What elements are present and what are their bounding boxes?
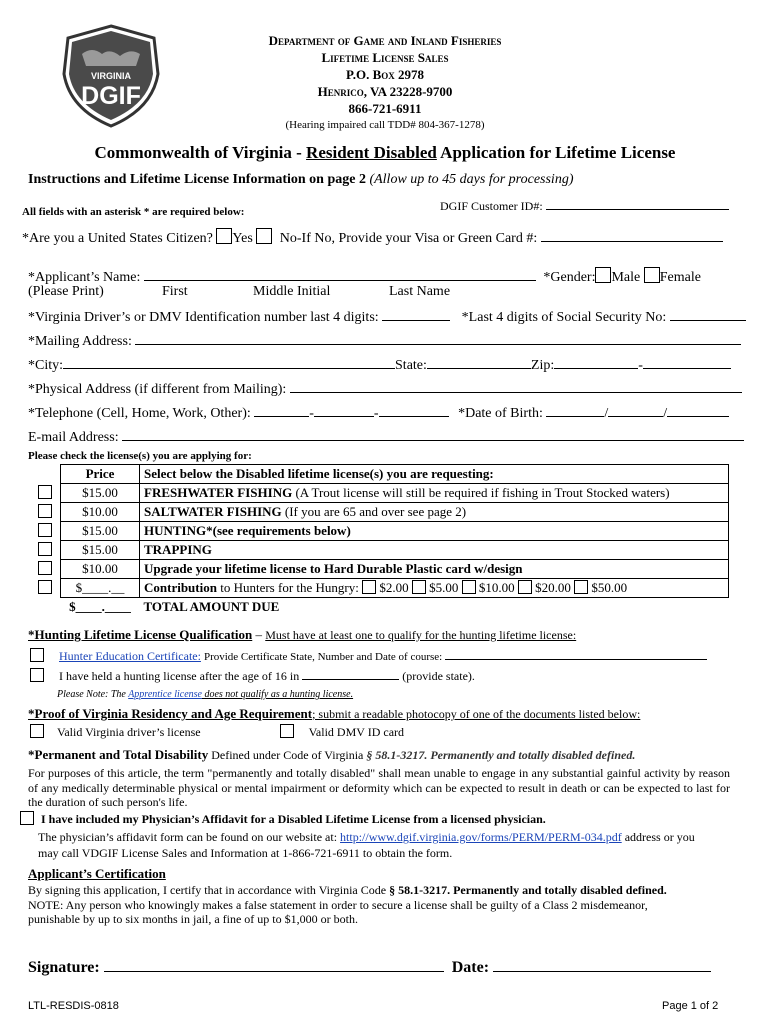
page-title [0,143,770,163]
donate-5-checkbox[interactable] [412,580,426,594]
cert-line1-pre: By signing this application, I certify that in accordance with Virginia Code [28,883,390,897]
saltwater-checkbox[interactable] [38,504,52,518]
residency-heading [28,706,640,722]
mailing-label: *Mailing Address: [28,334,132,349]
freshwater-note: (A Trout license will still be required if fishing in Trout Stocked waters) [292,485,670,500]
state-field[interactable] [427,356,531,369]
cert-line1-bold: § 58.1-3217. Permanently and totally disabled defined. [389,883,667,897]
city-field[interactable] [63,356,395,369]
disability-defined: Defined under Code of Virginia [208,748,367,762]
citizen-row [22,228,723,247]
customer-id-label: DGIF Customer ID#: [440,199,543,213]
applicant-name-row [28,267,701,286]
required-note: All fields with an asterisk * are required below: [22,206,245,218]
saltwater-note: (If you are 65 and over see page 2) [281,504,467,519]
va-license-label: Valid Virginia driver’s license [57,725,201,739]
dob-day-field[interactable] [608,404,663,417]
affidavit-label: I have included my Physician’s Affidavit for a Disabled Lifetime License from a licensed physician. [41,812,546,826]
title-underlined: Resident Disabled [306,143,437,162]
section-name: Lifetime License Sales [321,50,449,65]
saltwater-price: $10.00 [61,503,140,522]
dept-name: Department of Game and Inland Fisheries [268,33,502,48]
trapping-price: $15.00 [61,541,140,560]
hunting-qual-heading [28,627,576,643]
hunting-checkbox[interactable] [38,523,52,537]
affidavit-row [20,811,546,827]
physical-row [28,380,742,398]
dmv-label: *Virginia Driver’s or DMV Identification number last 4 digits: [28,310,379,325]
upgrade-name: Upgrade your lifetime license to Hard Durable Plastic card w/design [144,561,523,576]
city-state-zip-row [28,356,731,374]
total-label: TOTAL AMOUNT DUE [143,599,280,614]
hunting-qual-desc: Must have at least one to qualify for the hunting lifetime license: [265,628,577,642]
apprentice-link[interactable]: Apprentice license [128,689,202,700]
affidavit-checkbox[interactable] [20,811,34,825]
mailing-row [28,332,741,350]
phone-dob-row: *Telephone (Cell, Home, Work, Other): - - *Date of Birth: / / [28,404,729,422]
contribution-note: to Hunters for the Hungry: [216,580,359,595]
zip-label: Zip: [530,358,555,373]
citizen-yes-label: Yes [232,231,253,246]
dmv-field[interactable] [382,308,450,321]
gender-female-label: Female [659,270,701,285]
form-id: LTL-RESDIS-0818 [28,1000,119,1012]
physical-field[interactable] [290,380,742,393]
hunting-name: HUNTING*(see requirements below) [144,523,351,538]
donate-50-checkbox[interactable] [574,580,588,594]
donate-20-checkbox[interactable] [518,580,532,594]
please-print: (Please Print) [28,284,104,299]
contribution-price[interactable]: $____.__ [61,579,140,598]
signature-row [28,957,711,977]
apprentice-note-pre: Please Note: The [57,689,129,700]
citizen-no-label: No-If No, Provide your Visa or Green Card #: [279,231,538,246]
license-row-hunting [30,522,729,541]
name-last-caption: Last Name [389,284,451,299]
date-field[interactable] [493,957,711,972]
email-row [28,428,744,446]
city-label: *City: [28,358,64,373]
website-post: address or you [621,830,695,844]
cert-line2: NOTE: Any person who knowingly makes a false statement in order to secure a license shall be guilty of a Class 2 misdemeanor, [28,897,648,912]
logo-dgif-text: DGIF [81,82,141,110]
donate-2-checkbox[interactable] [362,580,376,594]
held-license-checkbox[interactable] [30,668,44,682]
state-label: State: [395,358,427,373]
signature-label: Signature: [28,959,100,976]
date-label: Date: [451,959,490,976]
donate-20-label: $20.00 [535,580,571,595]
phone-line-field[interactable] [379,404,449,417]
affidavit-form-link[interactable]: http://www.dgif.virginia.gov/forms/PERM/PERM-034.pdf [340,830,622,844]
donate-10-checkbox[interactable] [462,580,476,594]
dob-month-field[interactable] [546,404,604,417]
phone-area-field[interactable] [254,404,309,417]
held-license-row [30,668,475,684]
website-line2: may call VDGIF License Sales and Information at 1-866-721-6911 to obtain the form. [38,846,453,860]
residency-title: *Proof of Virginia Residency and Age Requirement [28,706,313,721]
gender-male-label: Male [611,270,641,285]
hunting-qual-title: *Hunting Lifetime License Qualification [28,627,253,642]
tdd-line: (Hearing impaired call TDD# 804-367-1278) [285,119,485,131]
pobox: P.O. Box 2978 [345,67,425,82]
hec-link[interactable]: Hunter Education Certificate: [59,649,201,663]
customer-id-row [440,197,729,214]
license-table-header [30,465,729,484]
saltwater-name: SALTWATER FISHING [144,504,282,519]
phone-number: 866-721-6911 [348,101,422,116]
ssn-label: *Last 4 digits of Social Security No: [461,310,667,325]
upgrade-checkbox[interactable] [38,561,52,575]
total-price[interactable]: $____.____ [69,599,131,614]
license-heading: Please check the license(s) you are applying for: [28,450,252,462]
donate-50-label: $50.00 [591,580,628,595]
logo-virginia-text: VIRGINIA [90,71,132,81]
disability-code: § 58.1-3217. Permanently and totally disabled defined. [366,748,636,762]
hec-row [30,648,707,664]
license-row-freshwater [30,484,729,503]
license-table [30,464,729,616]
instructions-bold: Instructions and Lifetime License Information on page 2 [28,172,370,187]
customer-id-field[interactable] [546,197,729,210]
dob-label: *Date of Birth: [458,406,543,421]
dmv-ssn-row [28,308,746,326]
held-license-post: (provide state). [402,669,475,683]
citizen-question: *Are you a United States Citizen? [22,231,213,246]
license-row-total [30,598,729,617]
disability-heading [28,747,635,763]
applicant-name-label: *Applicant’s Name: [28,270,141,285]
certification-title [28,866,166,882]
instructions-italic: (Allow up to 45 days for processing) [369,172,574,187]
certification-text [28,883,730,927]
dmv-id-label: Valid DMV ID card [308,725,405,739]
phone-prefix-field[interactable] [314,404,374,417]
dgif-logo [62,24,160,128]
held-license-state-field[interactable] [302,669,399,680]
visa-greencard-field[interactable] [541,229,723,242]
signature-field[interactable] [104,957,444,972]
freshwater-price: $15.00 [61,484,140,503]
title-post: Application for Lifetime License [436,143,676,162]
donate-10-label: $10.00 [478,580,515,595]
dmv-id-checkbox[interactable] [280,724,294,738]
price-header: Price [61,465,140,484]
website-pre: The physician’s affidavit form can be found on our website at: [38,830,341,844]
disability-title: *Permanent and Total Disability [28,747,209,762]
hunting-qual-dash: – [252,627,266,642]
physical-label: *Physical Address (if different from Mailing): [28,382,287,397]
held-license-pre: I have held a hunting license after the age of 16 in [59,669,300,683]
hec-desc: Provide Certificate State, Number and Date of course: [203,651,443,663]
certification-title-text: Applicant’s Certification [28,866,166,881]
title-pre: Commonwealth of Virginia - [94,143,307,162]
license-row-contribution [30,579,729,598]
zip-dash: - [638,358,643,373]
gender-label: *Gender: [543,270,596,285]
donate-2-label: $2.00 [379,580,409,595]
dob-year-field[interactable] [667,404,729,417]
citizen-no-checkbox[interactable] [256,228,272,244]
mailing-field[interactable] [135,332,741,345]
ssn-field[interactable] [670,308,746,321]
gender-female-checkbox[interactable] [644,267,660,283]
residency-desc: ; submit a readable photocopy of one of the documents listed below: [312,707,641,721]
license-row-trapping [30,541,729,560]
email-label: E-mail Address: [28,430,119,445]
website-row [38,830,695,845]
residency-options [30,724,404,740]
citizen-yes-checkbox[interactable] [216,228,232,244]
telephone-label: *Telephone (Cell, Home, Work, Other): [28,406,251,421]
apprentice-note-post: does not qualify as a hunting license. [201,689,354,700]
cert-line3: punishable by up to six months in jail, a fine of up to $1,000 or both. [28,912,358,926]
name-middle-caption: Middle Initial [253,284,331,299]
license-row-upgrade [30,560,729,579]
contribution-checkbox[interactable] [38,580,52,594]
name-first-caption: First [162,284,188,299]
contribution-label: Contribution [144,580,217,595]
va-license-checkbox[interactable] [30,724,44,738]
header-block [200,32,570,134]
city-zip: Henrico, VA 23228-9700 [317,84,453,99]
gender-male-checkbox[interactable] [595,267,611,283]
donate-5-label: $5.00 [429,580,459,595]
instructions-line [28,172,573,188]
freshwater-checkbox[interactable] [38,485,52,499]
hec-field[interactable] [445,649,707,660]
email-field[interactable] [122,428,744,441]
trapping-name: TRAPPING [144,542,212,557]
freshwater-name: FRESHWATER FISHING [144,485,293,500]
hunting-price: $15.00 [61,522,140,541]
page-number: Page 1 of 2 [662,1000,719,1012]
disability-paragraph: For purposes of this article, the term "permanently and totally disabled" shall mean unable to engage in any substantial gainful activity by reason of any medically determinable physical or mental impairment or deformity which can be expected to result in death or can be expected to last for the duration of such person's life. [28,766,730,809]
hec-checkbox[interactable] [30,648,44,662]
applicant-name-field[interactable] [144,268,536,281]
license-row-saltwater [30,503,729,522]
upgrade-price: $10.00 [61,560,140,579]
zip-ext-field[interactable] [643,356,731,369]
trapping-checkbox[interactable] [38,542,52,556]
apprentice-note [57,689,353,700]
select-header: Select below the Disabled lifetime license(s) you are requesting: [140,465,729,484]
zip-field[interactable] [554,356,638,369]
